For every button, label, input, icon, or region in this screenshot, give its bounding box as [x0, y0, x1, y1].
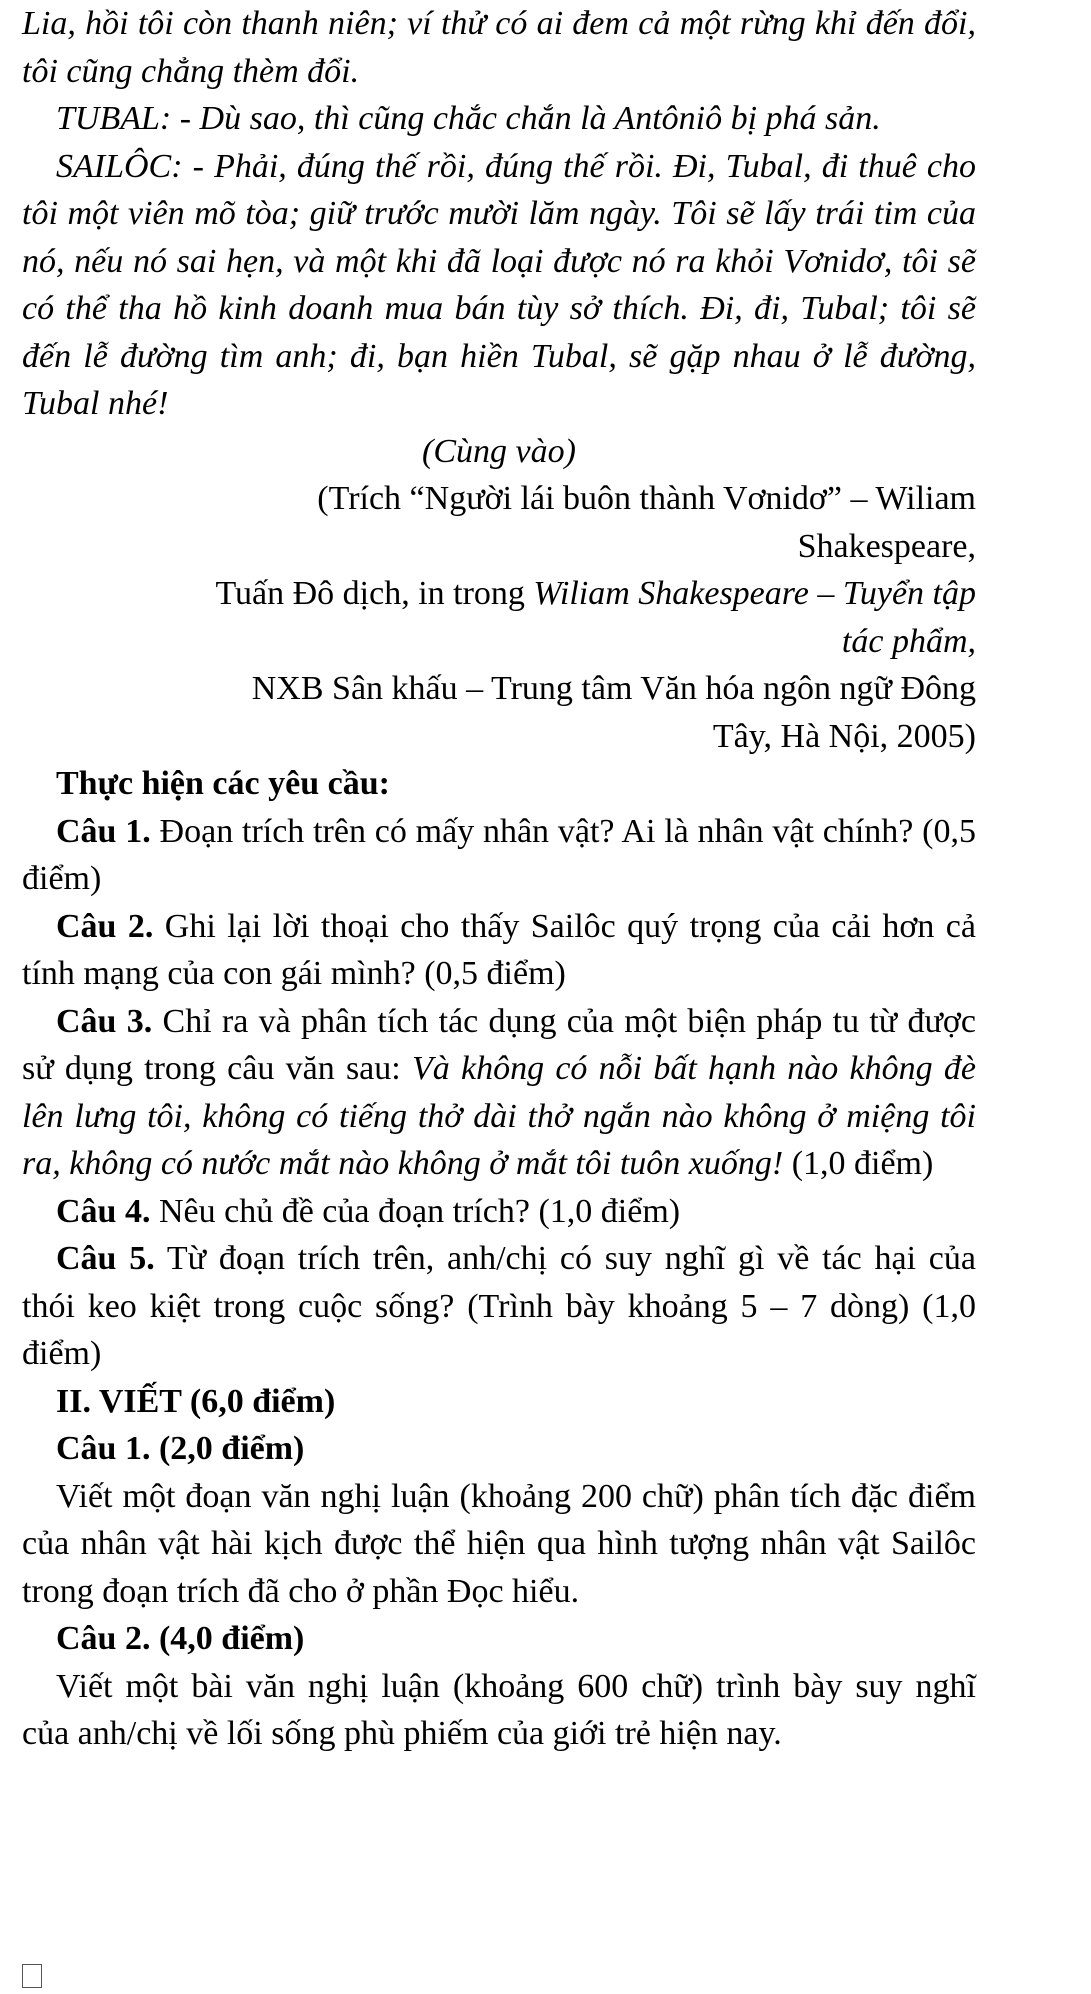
question-3-label: Câu 3. [56, 1002, 153, 1040]
question-1-text: Đoạn trích trên có mấy nhân vật? Ai là nhân vật chính? (0,5 điểm) [22, 812, 976, 897]
tasks-heading: Thực hiện các yêu cầu: [56, 765, 390, 802]
stage-direction: (Cùng vào) [422, 432, 576, 470]
question-1-label: Câu 1. [56, 812, 151, 850]
writing-question-2-text: Viết một bài văn nghị luận (khoảng 600 chữ) trình bày suy nghĩ của anh/chị về lối sống phù phiếm của giới trẻ hiện nay. [22, 1667, 976, 1752]
document-page [22, 0, 976, 1758]
writing-heading: II. VIẾT (6,0 điểm) [56, 1382, 336, 1420]
passage-paragraph-1: Lia, hồi tôi còn thanh niên; ví thử có ai đem cả một rừng khỉ đến đổi, tôi cũng chẳng thèm đổi. [22, 5, 976, 90]
question-2 [22, 903, 976, 998]
citation-line-5: NXB Sân khấu – Trung tâm Văn hóa ngôn ngữ Đông [251, 670, 976, 707]
passage-paragraph-sailoc: SAILÔC: - Phải, đúng thế rồi, đúng thế rồi. Đi, Tubal, đi thuê cho tôi một viên mõ tòa; giữ trước mười lăm ngày. Tôi sẽ lấy trái tim của nó, nếu nó sai hẹn, và một khi đã loại được nó ra khỏi Vơnidơ, tôi sẽ có thể tha hồ kinh doanh mua bán tùy sở thích. Đi, đi, Tubal; tôi sẽ đến lễ đường tìm anh; đi, bạn hiền Tubal, sẽ gặp nhau ở lễ đường, Tubal nhé! [22, 147, 976, 422]
writing-question-1-text: Viết một đoạn văn nghị luận (khoảng 200 chữ) phân tích đặc điểm của nhân vật hài kịch được thể hiện qua hình tượng nhân vật Sailôc trong đoạn trích đã cho ở phần Đọc hiểu. [22, 1477, 976, 1610]
question-4-label: Câu 4. [56, 1192, 151, 1230]
citation-book-title: Wiliam Shakespeare – Tuyển tập [533, 575, 976, 612]
question-4 [22, 1188, 976, 1236]
citation-line-6: Tây, Hà Nội, 2005) [712, 717, 976, 755]
question-3-points: (1,0 điểm) [783, 1145, 934, 1182]
passage-paragraph-tubal: TUBAL: - Dù sao, thì cũng chắc chắn là Antôniô bị phá sản. [56, 100, 881, 137]
citation-translator: Tuấn Đô dịch, in trong [215, 575, 534, 612]
writing-question-2-heading: Câu 2. (4,0 điểm) [56, 1620, 305, 1657]
question-5-text: Từ đoạn trích trên, anh/chị có suy nghĩ gì về tác hại của thói keo kiệt trong cuộc sống? (Trình bày khoảng 5 – 7 dòng) (1,0 điểm) [22, 1240, 976, 1372]
question-5 [22, 1235, 976, 1378]
question-4-text: Nêu chủ đề của đoạn trích? (1,0 điểm) [150, 1192, 681, 1230]
empty-box-glyph [22, 1964, 42, 1988]
question-3 [22, 998, 976, 1188]
question-2-label: Câu 2. [56, 907, 154, 945]
question-3-quote: Và không có nỗi bất hạnh nào không đè lên lưng tôi, không có tiếng thở dài thở ngắn nào không ở miệng tôi ra, không có nước mắt nào không ở mắt tôi tuôn xuống! [22, 1050, 976, 1182]
citation-line-1: (Trích “Người lái buôn thành Vơnidơ” – Wiliam [317, 480, 976, 517]
question-3-text: Chỉ ra và phân tích tác dụng của một biện pháp tu từ được sử dụng trong câu văn sau: [22, 1002, 976, 1087]
citation-line-3 [22, 570, 976, 618]
writing-question-1-heading: Câu 1. (2,0 điểm) [56, 1430, 305, 1467]
citation-line-2: Shakespeare, [797, 527, 976, 565]
question-2-text: Ghi lại lời thoại cho thấy Sailôc quý trọng của cải hơn cả tính mạng của con gái mình? (0,5 điểm) [22, 907, 976, 992]
question-5-label: Câu 5. [56, 1240, 155, 1277]
citation-line-4: tác phẩm, [841, 622, 976, 660]
question-1 [22, 808, 976, 903]
